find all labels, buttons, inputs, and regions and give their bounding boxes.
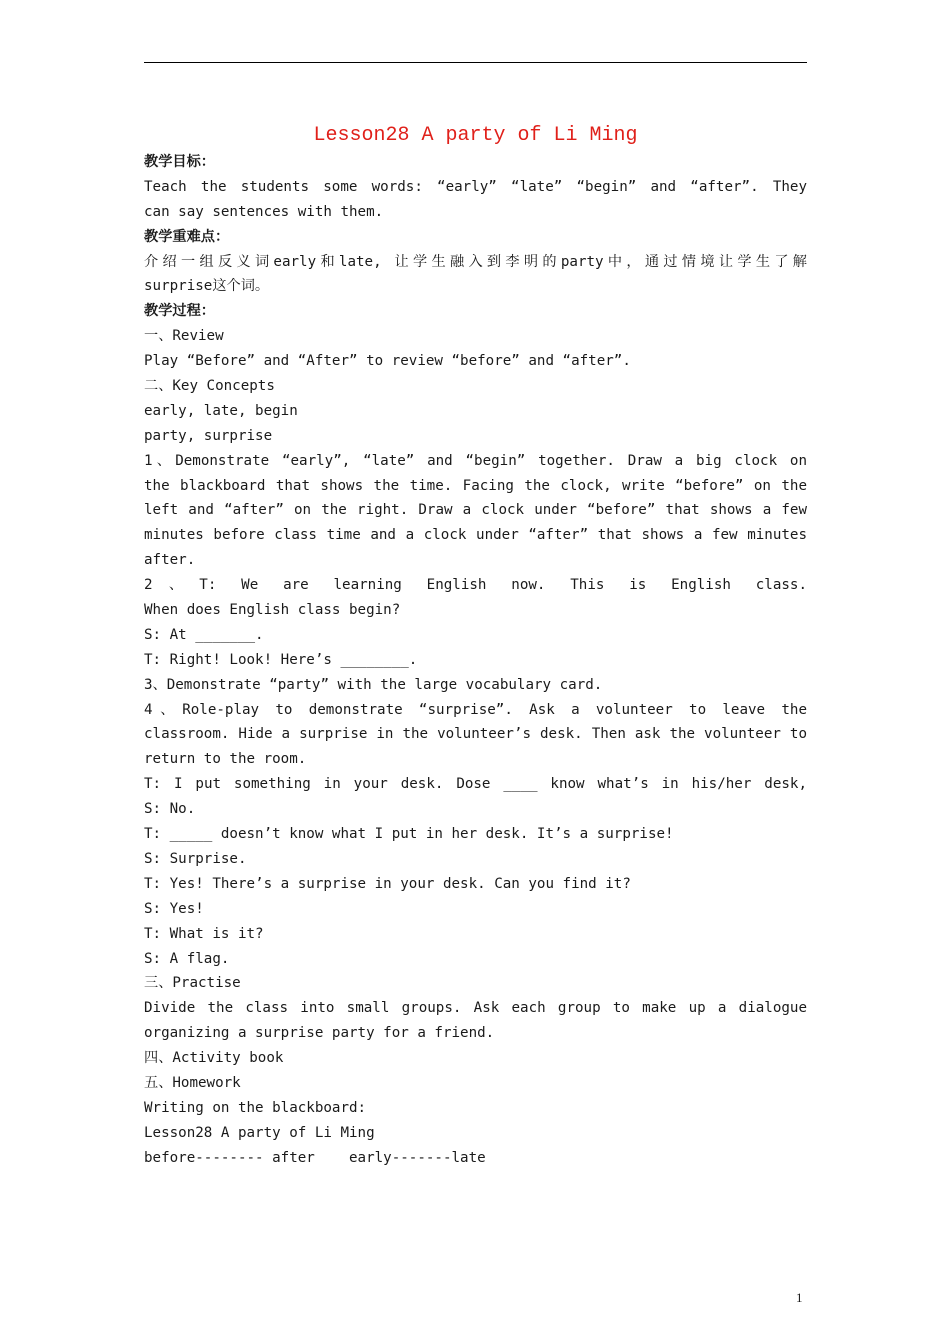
text-line: Writing on the blackboard: [144,1099,367,1116]
text-line: minutes before class time and a clock under “after” that shows a few minutes [144,527,807,544]
text-line: T: What is it? [144,925,264,942]
page-title: Lesson28 A party of Li Ming [313,124,638,147]
text-line: early, late, begin [144,402,298,419]
text-line: S: Yes! [144,900,204,917]
text-line: S: At _______. [144,626,264,643]
text-line: Play “Before” and “After” to review “before” and “after”. [144,353,631,370]
document-body [144,150,807,1171]
text-line: 2、T: We are learning English now. This is English class. [144,577,807,594]
text-line: the blackboard that shows the time. Facing the clock, write “before” on the [144,477,807,494]
text-line: 五、Homework [144,1074,241,1091]
text-line: S: A flag. [144,950,230,967]
header-rule [144,62,807,63]
text-line: 二、Key Concepts [144,378,275,395]
text-line: party, surprise [144,427,273,444]
text-line: T: _____ doesn’t know what I put in her desk. It’s a surprise! [144,826,674,843]
text-line: classroom. Hide a surprise in the volunteer’s desk. Then ask the volunteer to [144,726,807,743]
text-line: 四、Activity book [144,1050,284,1067]
text-line: after. [144,552,196,569]
section-heading: 教学目标： [144,154,215,170]
text-line: Divide the class into small groups. Ask each group to make up a dialogue [144,1000,807,1017]
text-line: 3、Demonstrate “party” with the large vocabulary card. [144,676,603,693]
section-heading: 教学重难点： [144,228,230,245]
text-line: left and “after” on the right. Draw a clock under “before” that shows a few [144,502,807,519]
text-line: S: Surprise. [144,850,247,867]
text-line: S: No. [144,801,196,818]
text-line: organizing a surprise party for a friend. [144,1025,495,1042]
text-line: T: I put something in your desk. Dose ____ know what’s in his/her desk, [144,776,807,793]
text-line: 1、Demonstrate “early”, “late” and “begin” together. Draw a big clock on [144,452,807,469]
text-line: 介绍一组反义词early和late, 让学生融入到李明的party中，通过情境让学生了解 [144,253,807,270]
section-heading: 教学过程： [144,303,215,320]
text-line: Lesson28 A party of Li Ming [144,1124,375,1141]
text-line: before-------- after early-------late [144,1149,486,1166]
page-number: 1 [796,1290,803,1305]
text-line: can say sentences with them. [144,203,384,220]
text-line: 4、Role-play to demonstrate “surprise”. Ask a volunteer to leave the [144,701,807,718]
text-line: T: Right! Look! Here’s ________. [144,651,418,668]
text-line: When does English class begin? [144,602,401,619]
text-line: return to the room. [144,751,307,768]
text-line: Teach the students some words: “early” “late” “begin” and “after”. They [144,178,807,195]
text-line: 三、Practise [144,975,241,992]
text-line: surprise这个词。 [144,278,270,295]
text-line: T: Yes! There’s a surprise in your desk. Can you find it? [144,875,631,892]
text-line: 一、Review [144,328,224,345]
